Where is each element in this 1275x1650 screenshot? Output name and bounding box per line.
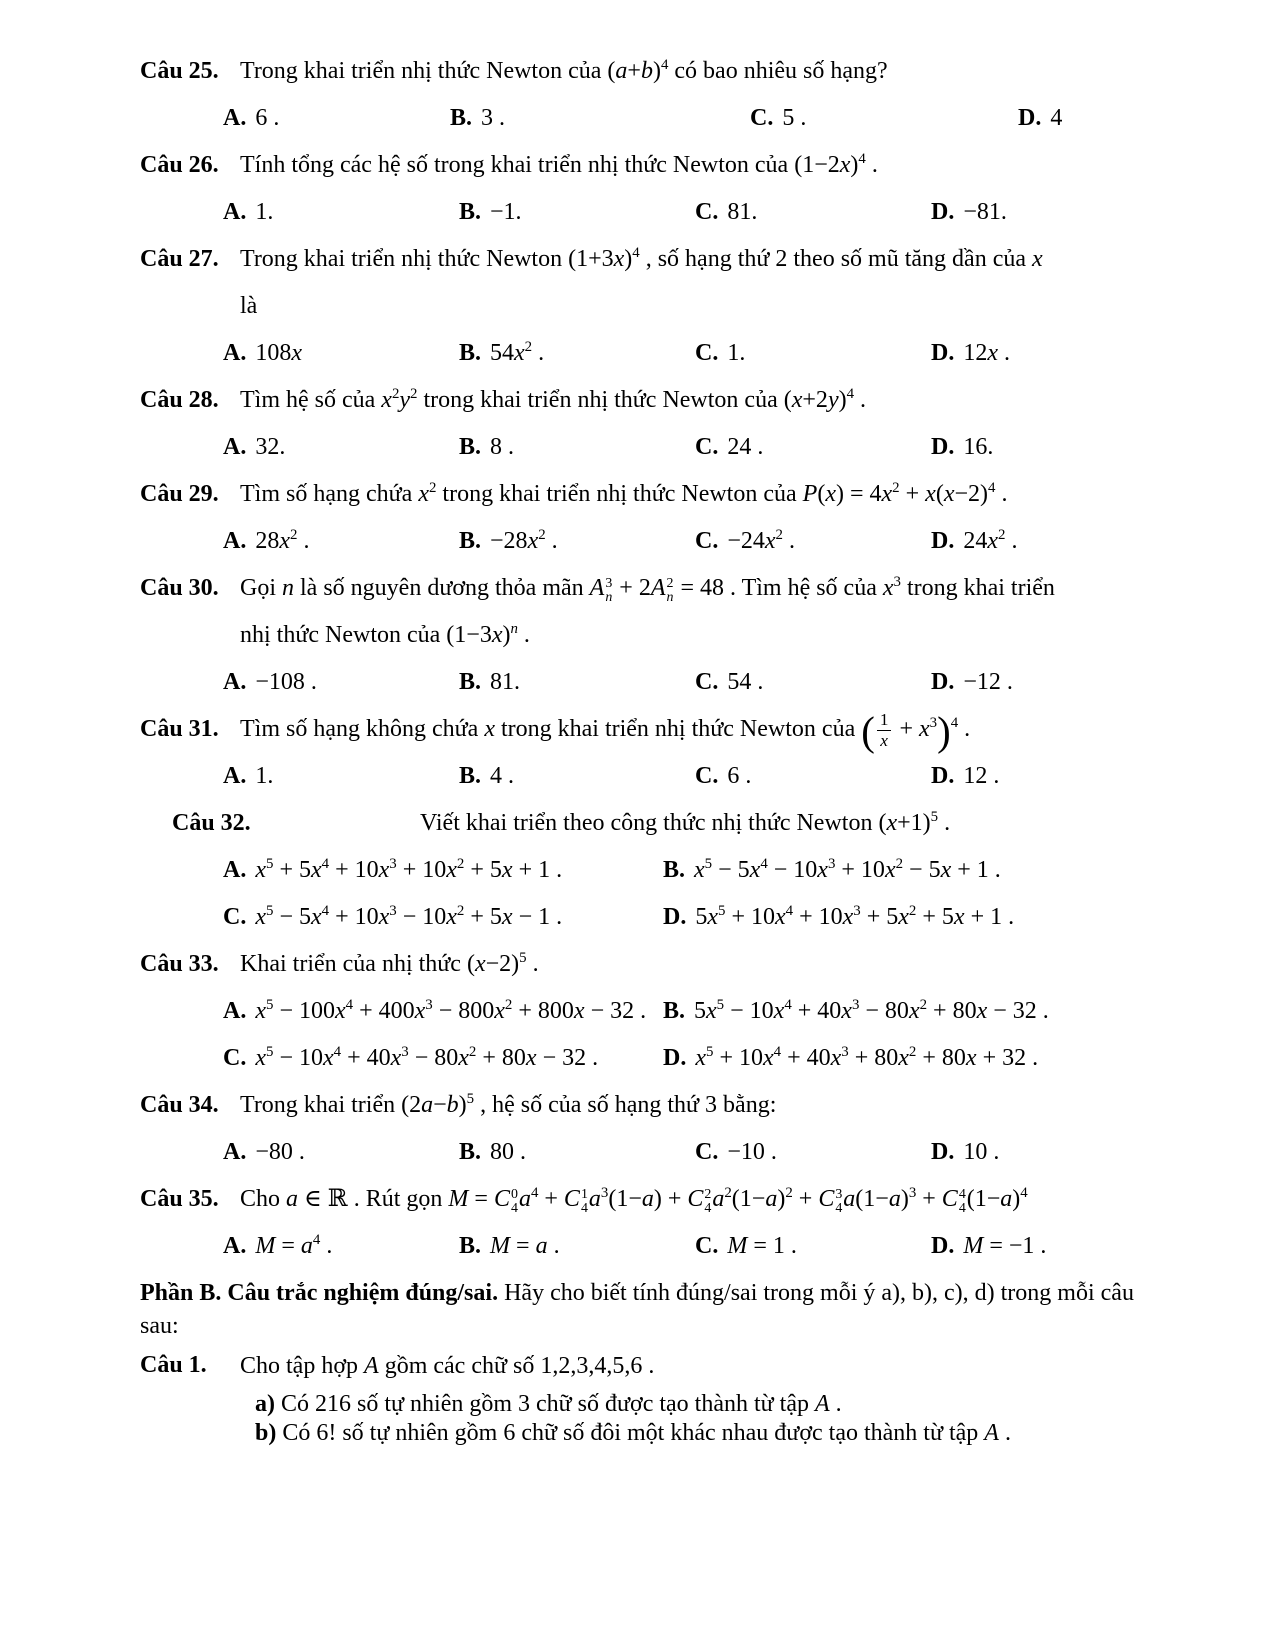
options-row (223, 1129, 1135, 1176)
question-text: Khai triển của nhị thức $(x-2)^5$ . (240, 950, 539, 977)
option-d (1018, 95, 1135, 142)
option-a (223, 988, 663, 1035)
option-d (931, 189, 1135, 236)
option-letter: C. (223, 1045, 247, 1071)
statement-b (255, 1419, 1135, 1448)
option-letter: D. (663, 1045, 687, 1071)
question-34 (140, 1082, 1135, 1176)
option-b (450, 95, 750, 142)
option-c (223, 894, 663, 941)
option-letter: B. (459, 528, 482, 554)
question-text: Cho tập hợp A gồm các chữ số 1,2,3,4,5,6 . (240, 1353, 655, 1379)
option-value: 1. (727, 340, 746, 366)
option-value: −108 . (255, 669, 317, 695)
option-letter: C. (695, 199, 719, 225)
question-text: Trong khai triển $(2a-b)^5$ , hệ số của số hạng thứ 3 bằng: (240, 1091, 777, 1118)
option-value: 10 . (963, 1139, 1000, 1165)
option-letter: A. (223, 340, 247, 366)
option-c (695, 659, 931, 706)
option-letter: B. (459, 434, 482, 460)
option-b (459, 518, 695, 565)
option-value: 3 . (481, 105, 506, 131)
option-a (223, 1223, 459, 1270)
option-d (931, 424, 1135, 471)
option-b (459, 424, 695, 471)
question-b1 (140, 1343, 1135, 1448)
option-letter: A. (223, 763, 247, 789)
option-b (459, 1129, 695, 1176)
option-value: M = 1 . (727, 1233, 797, 1259)
option-b (459, 189, 695, 236)
option-value: 6 . (255, 105, 280, 131)
options-row (223, 753, 1135, 800)
option-value: −1. (490, 199, 522, 225)
option-letter: A. (223, 434, 247, 460)
option-a (223, 847, 663, 894)
option-value: 5 . (782, 105, 807, 131)
option-value: $x^5 - 10x^4 + 40x^3 - 80x^2 + 80x - 32$ . (255, 1044, 599, 1071)
option-letter: B. (459, 1233, 482, 1259)
options-row (223, 847, 1135, 941)
option-b (459, 753, 695, 800)
option-value: $M = a^4$ . (255, 1232, 333, 1259)
options-row (223, 424, 1135, 471)
statement-text: Có 6! số tự nhiên gồm 6 chữ số đôi một khác nhau được tạo thành từ tập A . (282, 1420, 1011, 1446)
option-letter: B. (459, 763, 482, 789)
option-value: 12 . (963, 763, 1000, 789)
option-value: $28x^2$ . (255, 527, 310, 554)
options-row (223, 1223, 1135, 1270)
statement-letter: b) (255, 1420, 277, 1446)
question-text: Viết khai triển theo công thức nhị thức Newton $(x+1)^5$ . (420, 809, 951, 836)
option-letter: D. (931, 199, 955, 225)
question-label: Câu 34. (140, 1092, 219, 1118)
option-letter: B. (450, 105, 473, 131)
option-letter: C. (695, 1233, 719, 1259)
options-row (223, 95, 1135, 142)
option-value: 32. (255, 434, 286, 460)
option-c (695, 189, 931, 236)
statement-text: Có 216 số tự nhiên gồm 3 chữ số được tạo thành từ tập A . (281, 1391, 842, 1417)
question-text-line2: là (240, 293, 258, 319)
option-letter: A. (223, 528, 247, 554)
question-label: Câu 29. (140, 481, 219, 507)
option-letter: A. (223, 669, 247, 695)
question-text-line2: nhị thức Newton của $(1-3x)^n$ . (240, 621, 530, 648)
option-a (223, 1129, 459, 1176)
option-letter: D. (1018, 105, 1042, 131)
option-d (663, 1035, 1135, 1082)
part-b-title: Phần B. Câu trắc nghiệm đúng/sai. (140, 1280, 499, 1306)
option-letter: A. (223, 857, 247, 883)
question-label: Câu 33. (140, 951, 219, 977)
question-label: Câu 35. (140, 1186, 219, 1212)
option-letter: A. (223, 199, 247, 225)
option-letter: D. (663, 904, 687, 930)
options-row (223, 988, 1135, 1082)
option-d (931, 659, 1135, 706)
option-d (931, 1129, 1135, 1176)
option-c (695, 330, 931, 377)
question-28 (140, 377, 1135, 471)
option-letter: B. (459, 340, 482, 366)
option-b (459, 659, 695, 706)
option-c (695, 518, 931, 565)
option-value: 81. (727, 199, 758, 225)
statement-a (255, 1390, 1135, 1419)
option-value: M = a . (490, 1233, 560, 1259)
option-letter: D. (931, 1139, 955, 1165)
option-value: −10 . (727, 1139, 777, 1165)
option-letter: D. (931, 669, 955, 695)
statement-letter: a) (255, 1391, 275, 1417)
option-letter: B. (459, 1139, 482, 1165)
option-value: 8 . (490, 434, 515, 460)
options-row (223, 518, 1135, 565)
option-c (695, 753, 931, 800)
question-text: Tìm số hạng không chứa x trong khai triển nhị thức Newton của ( $\frac{1}{x}$ + $x^3)^4$ . (240, 708, 971, 754)
option-a (223, 518, 459, 565)
option-letter: B. (459, 199, 482, 225)
option-c (695, 1223, 931, 1270)
options-row (223, 659, 1135, 706)
option-value: 12x . (963, 340, 1010, 366)
option-value: $-24x^2$ . (727, 527, 795, 554)
options-row (223, 189, 1135, 236)
option-d (931, 1223, 1135, 1270)
option-letter: B. (663, 998, 686, 1024)
option-value: 80 . (490, 1139, 527, 1165)
option-letter: C. (695, 669, 719, 695)
option-value: 81. (490, 669, 521, 695)
question-33 (140, 941, 1135, 1082)
question-text: Tính tổng các hệ số trong khai triển nhị thức Newton của $(1-2x)^4$ . (240, 151, 878, 178)
option-value: 16. (963, 434, 994, 460)
option-a (223, 95, 450, 142)
option-value: −80 . (255, 1139, 305, 1165)
option-letter: C. (695, 340, 719, 366)
option-value: $x^5 - 5x^4 + 10x^3 - 10x^2 + 5x - 1$ . (255, 903, 563, 930)
question-32 (140, 800, 1135, 941)
option-c (750, 95, 1018, 142)
option-value: −12 . (963, 669, 1013, 695)
option-d (931, 753, 1135, 800)
question-31 (140, 706, 1135, 800)
option-value: $5x^5 - 10x^4 + 40x^3 - 80x^2 + 80x - 32$ . (694, 997, 1049, 1024)
question-30 (140, 565, 1135, 706)
option-b (663, 847, 1135, 894)
option-letter: C. (695, 528, 719, 554)
option-c (695, 1129, 931, 1176)
option-letter: D. (931, 434, 955, 460)
question-label: Câu 31. (140, 716, 219, 742)
question-text: Trong khai triển nhị thức Newton của $(a+b)^4$ có bao nhiêu số hạng? (240, 57, 888, 84)
option-value: 108x (255, 340, 302, 366)
option-letter: D. (931, 763, 955, 789)
option-c (695, 424, 931, 471)
option-value: $x^5 - 100x^4 + 400x^3 - 800x^2 + 800x - 32$ . (255, 997, 647, 1024)
question-text: Trong khai triển nhị thức Newton $(1+3x)^4$ , số hạng thứ 2 theo số mũ tăng dần của x (240, 245, 1043, 272)
question-25 (140, 48, 1135, 142)
question-label: Câu 28. (140, 387, 219, 413)
question-text: Tìm hệ số của $x^2y^2$ trong khai triển nhị thức Newton của $(x+2y)^4$ . (240, 386, 867, 413)
part-b-heading (140, 1277, 1135, 1343)
option-value: $5x^5 + 10x^4 + 10x^3 + 5x^2 + 5x + 1$ . (695, 903, 1015, 930)
question-text: Cho a ∈ ℝ . Rút gọn M = C 0 4 $a^4 + C$ 1 4 $a^3(1-a) + C$ 2 4 $a^2(1-a)^2 + C$ 3 4 $a(1-a)^3 + C$ 4 4 $(1-a)^4$ (240, 1185, 1028, 1217)
option-letter: C. (750, 105, 774, 131)
option-value: 4 . (490, 763, 515, 789)
option-value: 4 (1050, 105, 1063, 131)
option-value: $-28x^2$ . (490, 527, 558, 554)
question-label: Câu 1. (140, 1352, 207, 1378)
option-value: 1. (255, 199, 274, 225)
option-letter: C. (695, 1139, 719, 1165)
option-value: $x^5 - 5x^4 - 10x^3 + 10x^2 - 5x + 1$ . (694, 856, 1001, 883)
option-b (459, 1223, 695, 1270)
question-text: Tìm số hạng chứa $x^2$ trong khai triển nhị thức Newton của $P(x) = 4x^2 + x(x-2)^4$ . (240, 480, 1008, 507)
option-value: 24 . (727, 434, 764, 460)
question-label: Câu 26. (140, 152, 219, 178)
options-row (223, 330, 1135, 377)
option-letter: C. (223, 904, 247, 930)
option-value: 1. (255, 763, 274, 789)
option-value: $54x^2$ . (490, 339, 545, 366)
option-letter: A. (223, 105, 247, 131)
option-a (223, 659, 459, 706)
option-value: 54 . (727, 669, 764, 695)
question-35 (140, 1176, 1135, 1270)
option-d (931, 518, 1135, 565)
option-value: $x^5 + 10x^4 + 40x^3 + 80x^2 + 80x + 32$ . (695, 1044, 1039, 1071)
option-c (223, 1035, 663, 1082)
option-value: $24x^2$ . (963, 527, 1018, 554)
option-letter: D. (931, 340, 955, 366)
option-b (459, 330, 695, 377)
option-value: 6 . (727, 763, 752, 789)
option-letter: D. (931, 1233, 955, 1259)
option-a (223, 189, 459, 236)
option-value: M = −1 . (963, 1233, 1047, 1259)
question-text: Gọi n là số nguyên dương thỏa mãn A 3 n + 2A 2 n = 48 . Tìm hệ số của $x^3$ trong khai triển (240, 574, 1055, 606)
option-letter: B. (459, 669, 482, 695)
option-letter: A. (223, 1233, 247, 1259)
option-a (223, 330, 459, 377)
option-letter: A. (223, 998, 247, 1024)
option-letter: B. (663, 857, 686, 883)
question-label: Câu 30. (140, 575, 219, 601)
question-label: Câu 32. (172, 810, 251, 836)
option-value: −81. (963, 199, 1007, 225)
option-letter: A. (223, 1139, 247, 1165)
question-29 (140, 471, 1135, 565)
option-d (663, 894, 1135, 941)
option-d (931, 330, 1135, 377)
option-letter: D. (931, 528, 955, 554)
question-27 (140, 236, 1135, 377)
option-letter: C. (695, 763, 719, 789)
part-b-instructions: Hãy cho biết tính đúng/sai trong mỗi ý a), b), c), d) trong mỗi câu sau: (140, 1280, 1134, 1339)
option-a (223, 424, 459, 471)
question-label: Câu 27. (140, 246, 219, 272)
question-label: Câu 25. (140, 58, 219, 84)
question-26 (140, 142, 1135, 236)
option-a (223, 753, 459, 800)
option-letter: C. (695, 434, 719, 460)
option-value: $x^5 + 5x^4 + 10x^3 + 10x^2 + 5x + 1$ . (255, 856, 563, 883)
option-b (663, 988, 1135, 1035)
